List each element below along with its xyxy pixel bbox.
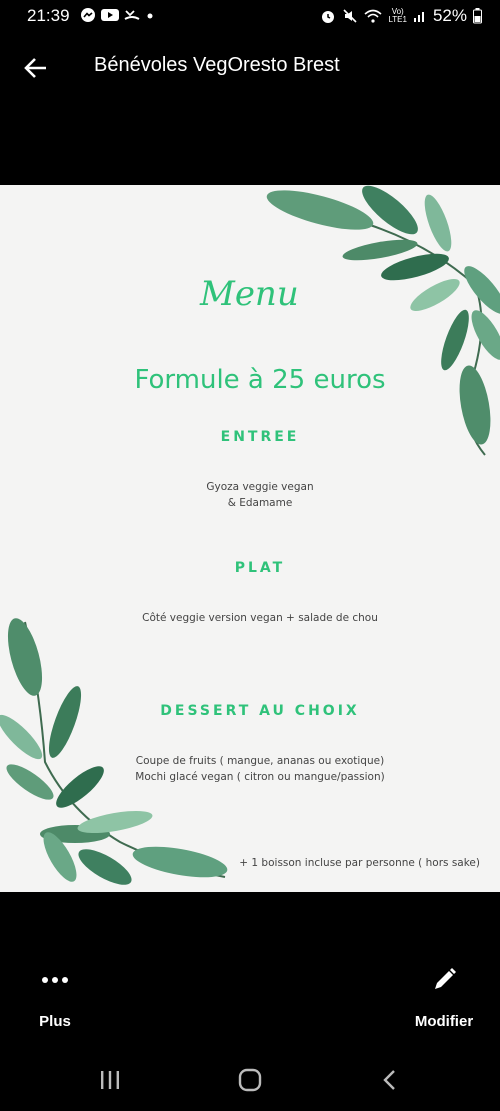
more-notifications-dot-icon [145,10,155,20]
edit-label: Modifier [414,1013,474,1030]
entree-line-1: Gyoza veggie vegan [206,481,314,493]
more-button[interactable] [25,955,85,1030]
alarm-icon [320,8,336,24]
pencil-icon [430,966,458,994]
bottom-actions [0,955,500,1045]
menu-script-title [196,267,306,317]
status-bar [0,0,500,32]
home-icon [237,1067,263,1093]
system-nav-bar [0,1050,500,1111]
footer-note: + 1 boisson incluse par personne ( hors sake) [239,857,480,869]
messenger-icon [80,7,96,23]
home-button[interactable] [230,1066,270,1094]
battery-icon [473,8,482,24]
youtube-icon [101,8,119,22]
more-dots-icon [40,975,70,985]
leaves-decoration-bottom [0,612,240,892]
plat-line-1: Côté veggie version vegan + salade de chou [142,612,378,624]
battery-percent: 52% [432,6,467,25]
status-time: 21:39 [27,6,70,25]
back-button[interactable] [20,52,52,84]
section-title-dessert: DESSERT AU CHOIX [160,703,360,719]
album-title: Bénévoles VegOresto Brest [94,54,340,76]
leaves-decoration-top [260,185,500,465]
wifi-icon [364,8,382,24]
dessert-line-1: Coupe de fruits ( mangue, ananas ou exotique) [135,755,385,767]
entree-line-2: & Edamame [227,497,293,509]
mute-icon [342,8,358,24]
section-title-plat: PLAT [234,560,286,576]
menu-photo[interactable] [0,185,500,892]
app-bar [0,40,500,96]
missed-call-icon [124,7,140,23]
dessert-line-2: Mochi glacé vegan ( citron ou mangue/passion) [135,771,385,783]
recents-icon [98,1069,122,1091]
signal-icon [413,9,427,23]
edit-button[interactable] [404,955,484,1030]
volte-lte-indicator: Vo) LTE1 [388,7,407,24]
arrow-back-icon [20,52,52,84]
nav-back-button[interactable] [370,1066,410,1094]
more-label: Plus [39,1013,71,1030]
notification-icons [80,7,155,23]
formule-price: Formule à 25 euros [134,365,386,395]
section-title-entree: ENTREE [220,429,300,445]
status-right-icons [320,6,482,26]
back-nav-icon [380,1068,400,1092]
svg-text:Menu: Menu [200,274,299,314]
recents-button[interactable] [90,1066,130,1094]
